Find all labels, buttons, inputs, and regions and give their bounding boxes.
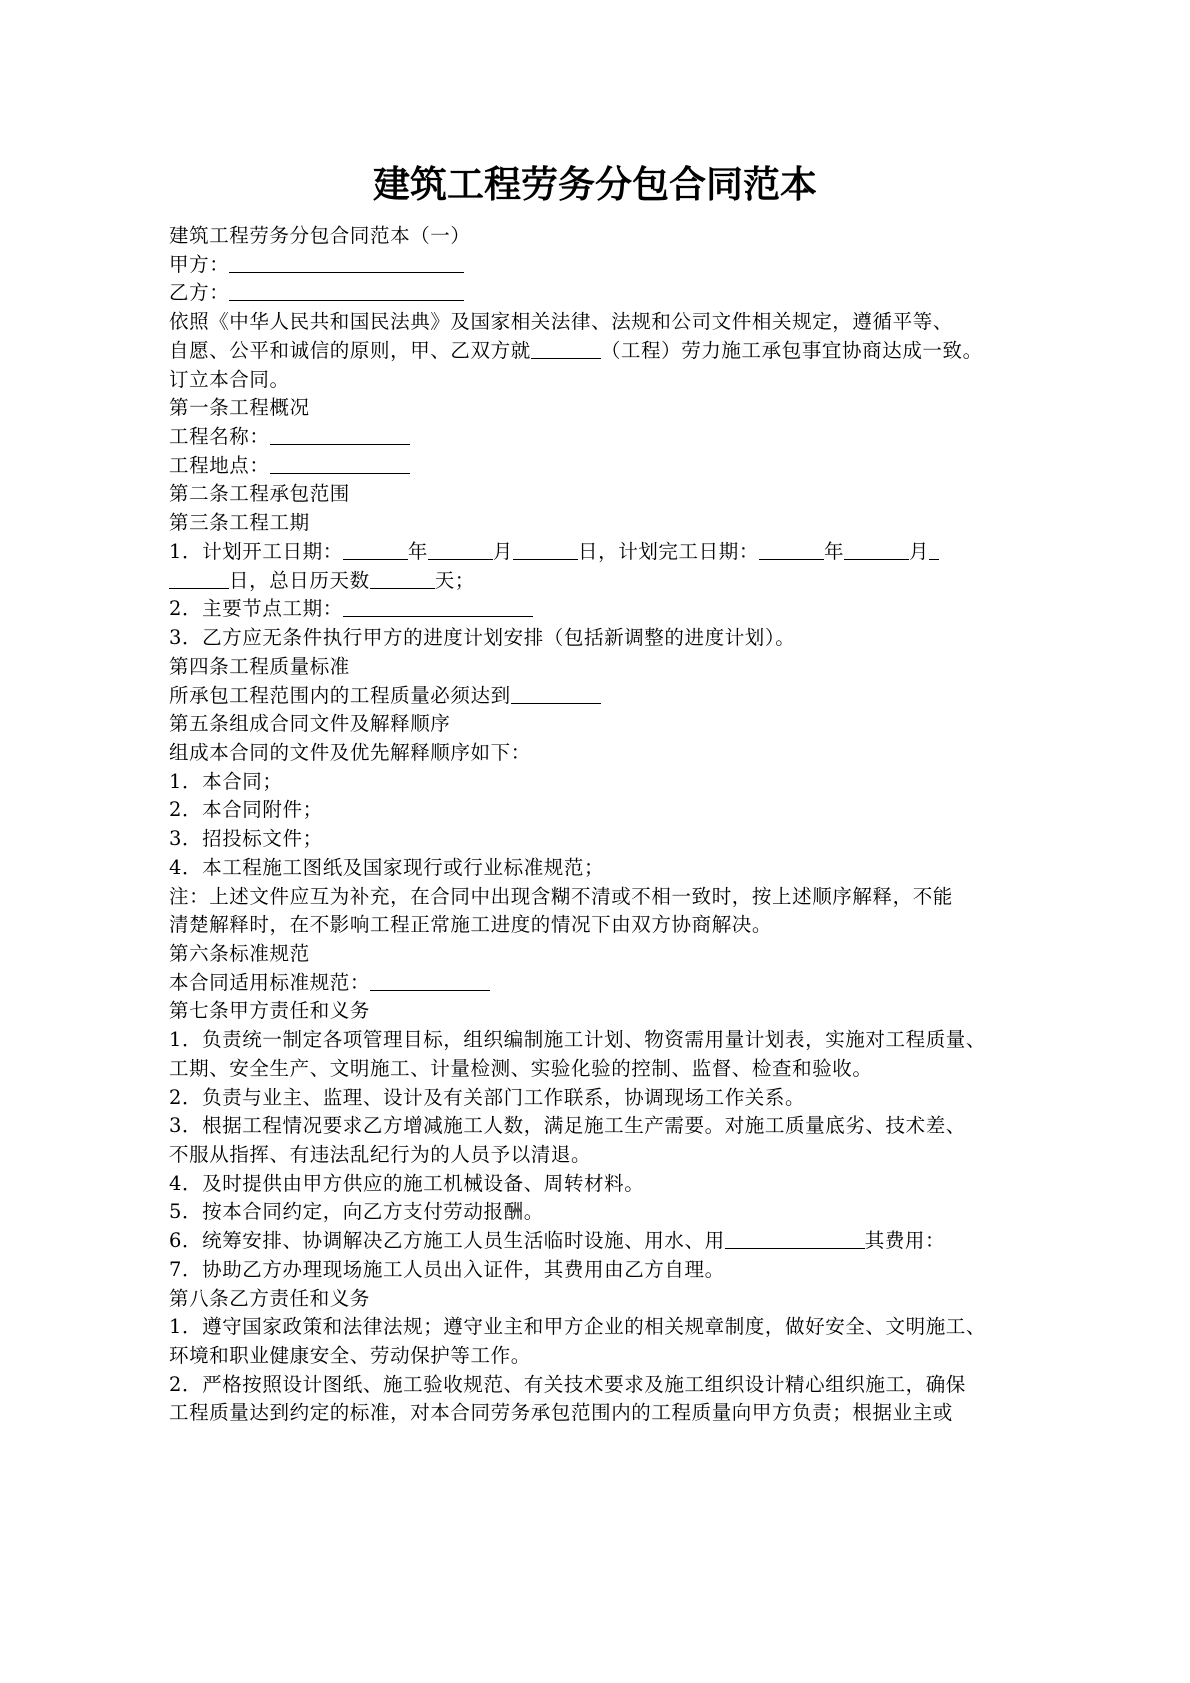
text-segment: 日，计划完工日期： (578, 539, 759, 563)
text-segment: 第四条工程质量标准 (169, 654, 350, 678)
fill-in-blank (844, 539, 909, 560)
fill-in-blank (370, 970, 490, 991)
text-segment: 其费用： (864, 1229, 946, 1253)
fill-in-blank (343, 539, 408, 560)
text-line (169, 682, 1049, 711)
text-segment: 工程名称： (169, 425, 270, 449)
text-segment: 工程质量达到约定的标准，对本合同劳务承包范围内的工程质量向甲方负责；根据业主或 (169, 1401, 953, 1425)
text-line (169, 366, 1049, 395)
text-segment: 月 (492, 539, 514, 563)
text-line (169, 394, 1049, 423)
text-segment: 月 (909, 539, 930, 563)
text-segment: 自愿、公平和诚信的原则，甲、乙双方就 (169, 338, 531, 362)
text-line (169, 969, 1049, 998)
fill-in-blank (511, 683, 601, 704)
document-body (169, 222, 1049, 1428)
text-line (169, 423, 1049, 452)
text-line (169, 825, 1049, 854)
text-segment: 第二条工程承包范围 (169, 482, 350, 506)
text-line (169, 1141, 1049, 1170)
text-line (169, 653, 1049, 682)
text-segment: 1．计划开工日期： (169, 539, 343, 563)
text-line (169, 796, 1049, 825)
document-title: 建筑工程劳务分包合同范本 (373, 163, 817, 206)
fill-in-blank (229, 252, 464, 273)
text-line (169, 509, 1049, 538)
text-segment: 第八条乙方责任和义务 (169, 1286, 371, 1310)
text-segment: 4．本工程施工图纸及国家现行或行业标准规范； (169, 855, 605, 879)
text-segment: 4．及时提供由甲方供应的施工机械设备、周转材料。 (169, 1171, 645, 1195)
text-line (169, 222, 1049, 251)
text-segment: 组成本合同的文件及优先解释顺序如下： (169, 740, 531, 764)
text-line (169, 1170, 1049, 1199)
fill-in-blank (929, 539, 939, 560)
text-segment: 1．负责统一制定各项管理目标，组织编制施工计划、物资需用量计划表，实施对工程质量、 (169, 1028, 987, 1052)
text-line (169, 768, 1049, 797)
text-line (169, 251, 1049, 280)
text-segment: 2．负责与业主、监理、设计及有关部门工作联系，协调现场工作关系。 (169, 1085, 806, 1109)
fill-in-blank (531, 338, 601, 359)
text-line (169, 538, 1049, 567)
text-segment: 2．主要节点工期： (169, 597, 343, 621)
text-line (169, 883, 1049, 912)
text-segment: 所承包工程范围内的工程质量必须达到 (169, 683, 511, 707)
text-line (169, 452, 1049, 481)
text-line (169, 1055, 1049, 1084)
text-segment: 第一条工程概况 (169, 396, 310, 420)
text-segment: 天； (434, 568, 475, 592)
fill-in-blank (270, 424, 410, 445)
text-segment: 第七条甲方责任和义务 (169, 999, 371, 1023)
text-line (169, 1285, 1049, 1314)
text-line (169, 1342, 1049, 1371)
text-segment: 日，总日历天数 (229, 568, 370, 592)
fill-in-blank (513, 539, 578, 560)
text-segment: 3．招投标文件； (169, 827, 323, 851)
text-line (169, 1084, 1049, 1113)
text-line (169, 1198, 1049, 1227)
text-line (169, 1112, 1049, 1141)
text-segment: 建筑工程劳务分包合同范本（一） (169, 224, 471, 247)
text-segment: 乙方： (169, 281, 230, 305)
text-segment: 6．统筹安排、协调解决乙方施工人员生活临时设施、用水、用 (169, 1229, 725, 1253)
text-segment: 第六条标准规范 (169, 941, 310, 965)
text-segment: 年 (407, 539, 428, 563)
text-line (169, 1256, 1049, 1285)
fill-in-blank (229, 280, 464, 301)
text-line (169, 567, 1049, 596)
text-line (169, 279, 1049, 308)
text-line (169, 854, 1049, 883)
text-line (169, 739, 1049, 768)
fill-in-blank (343, 596, 533, 617)
text-line (169, 1227, 1049, 1256)
text-segment: 1．遵守国家政策和法律法规；遵守业主和甲方企业的相关规章制度，做好安全、文明施工、 (169, 1315, 987, 1339)
text-line (169, 308, 1049, 337)
text-segment: 3．乙方应无条件执行甲方的进度计划安排（包括新调整的进度计划）。 (169, 626, 796, 650)
text-segment: 7．协助乙方办理现场施工人员出入证件，其费用由乙方自理。 (169, 1257, 725, 1281)
text-segment: 5．按本合同约定，向乙方支付劳动报酬。 (169, 1200, 544, 1224)
fill-in-blank (759, 539, 824, 560)
text-segment: 甲方： (169, 252, 230, 276)
text-line (169, 1313, 1049, 1342)
text-segment: 注：上述文件应互为补充，在合同中出现含糊不清或不相一致时，按上述顺序解释，不能 (169, 884, 953, 908)
text-segment: 年 (823, 539, 845, 563)
fill-in-blank (428, 539, 493, 560)
text-line (169, 1371, 1049, 1400)
text-line (169, 911, 1049, 940)
text-line (169, 1026, 1049, 1055)
text-segment: 2．本合同附件； (169, 798, 323, 822)
fill-in-blank (169, 568, 229, 589)
text-line (169, 595, 1049, 624)
text-segment: 3．根据工程情况要求乙方增减施工人数，满足施工生产需要。对施工质量底劣、技术差、 (169, 1114, 966, 1138)
text-segment: 工程地点： (169, 453, 270, 477)
text-segment: 1．本合同； (169, 769, 283, 793)
fill-in-blank (270, 453, 410, 474)
text-line (169, 624, 1049, 653)
text-segment: 2．严格按照设计图纸、施工验收规范、有关技术要求及施工组织设计精心组织施工，确保 (169, 1372, 966, 1396)
text-segment: 本合同适用标准规范： (169, 970, 371, 994)
fill-in-blank (370, 568, 435, 589)
fill-in-blank (725, 1228, 865, 1249)
text-segment: 环境和职业健康安全、劳动保护等工作。 (169, 1344, 531, 1368)
text-line (169, 1399, 1049, 1428)
text-line (169, 337, 1049, 366)
text-line (169, 940, 1049, 969)
text-line (169, 997, 1049, 1026)
text-segment: 工期、安全生产、文明施工、计量检测、实验化验的控制、监督、检查和验收。 (169, 1056, 873, 1080)
text-segment: 订立本合同。 (169, 367, 290, 391)
text-segment: 第三条工程工期 (169, 511, 310, 535)
text-line (169, 710, 1049, 739)
text-segment: 依照《中华人民共和国民法典》及国家相关法律、法规和公司文件相关规定，遵循平等、 (169, 310, 953, 334)
text-segment: 不服从指挥、有违法乱纪行为的人员予以清退。 (169, 1143, 592, 1166)
text-segment: （工程）劳力施工承包事宜协商达成一致。 (600, 338, 983, 362)
text-segment: 清楚解释时，在不影响工程正常施工进度的情况下由双方协商解决。 (169, 913, 773, 937)
text-segment: 第五条组成合同文件及解释顺序 (169, 712, 451, 736)
text-line (169, 480, 1049, 509)
